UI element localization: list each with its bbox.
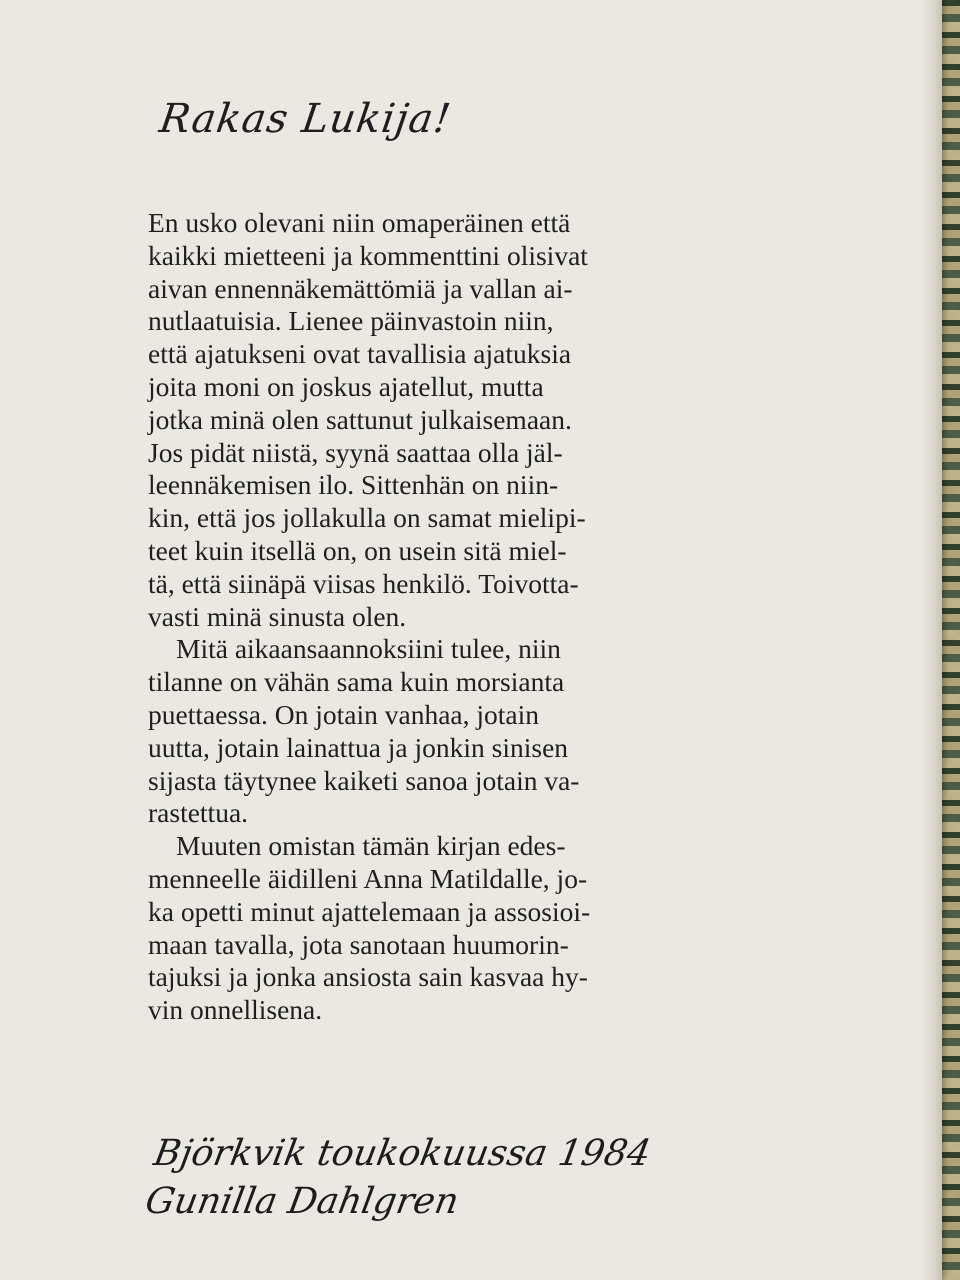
text-line: maan tavalla, jota sanotaan huumorin- xyxy=(148,928,569,960)
text-line: Jos pidät niistä, syynä saattaa olla jäl- xyxy=(148,436,563,468)
text-line: tilanne on vähän sama kuin morsianta xyxy=(148,666,565,698)
text-line: Muuten omistan tämän kirjan edes- xyxy=(176,830,566,862)
signature-place-date: Björkvik toukokuussa 1984 xyxy=(150,1133,654,1174)
text-line: vasti minä sinusta olen. xyxy=(148,600,407,632)
text-line: menneelle äidilleni Anna Matildalle, jo- xyxy=(148,862,588,894)
signature-name: Gunilla Dahlgren xyxy=(142,1181,462,1222)
text-line: tä, että siinäpä viisas henkilö. Toivotta- xyxy=(148,567,579,599)
text-line: jotka minä olen sattunut julkaisemaan. xyxy=(148,403,572,435)
text-line: että ajatukseni ovat tavallisia ajatuksia xyxy=(148,338,572,370)
letter-body xyxy=(148,207,708,1027)
text-line: nutlaatuisia. Lienee päinvastoin niin, xyxy=(148,305,554,337)
text-line: kaikki mietteeni ja kommenttini olisivat xyxy=(148,239,588,271)
text-line: teet kuin itsellä on, on usein sitä miel- xyxy=(148,534,567,566)
text-line: En usko olevani niin omaperäinen että xyxy=(148,207,571,238)
text-line: Mitä aikaansaannoksiini tulee, niin xyxy=(176,633,561,665)
paragraph-1 xyxy=(148,207,708,633)
text-line: puettaessa. On jotain vanhaa, jotain xyxy=(148,698,539,730)
text-line: kin, että jos jollakulla on samat mielipi- xyxy=(148,502,586,534)
handwritten-salutation: Rakas Lukija! xyxy=(156,96,455,142)
text-line: ka opetti minut ajattelemaan ja assosioi- xyxy=(148,895,591,927)
text-line: sijasta täytynee kaiketi sanoa jotain va- xyxy=(148,764,580,796)
page-edge xyxy=(920,0,942,1280)
text-line: rastettua. xyxy=(148,797,249,829)
handwritten-signature xyxy=(142,1130,719,1226)
text-line: uutta, jotain lainattua ja jonkin sinisen xyxy=(148,731,569,763)
paragraph-3 xyxy=(148,830,708,1027)
paragraph-2 xyxy=(148,633,708,830)
text-line: vin onnellisena. xyxy=(148,994,323,1026)
text-line: joita moni on joskus ajatellut, mutta xyxy=(148,370,544,402)
text-line: aivan ennennäkemättömiä ja vallan ai- xyxy=(148,272,573,304)
text-line: tajuksi ja jonka ansiosta sain kasvaa hy- xyxy=(148,961,588,993)
text-line: leennäkemisen ilo. Sittenhän on niin- xyxy=(148,469,559,501)
